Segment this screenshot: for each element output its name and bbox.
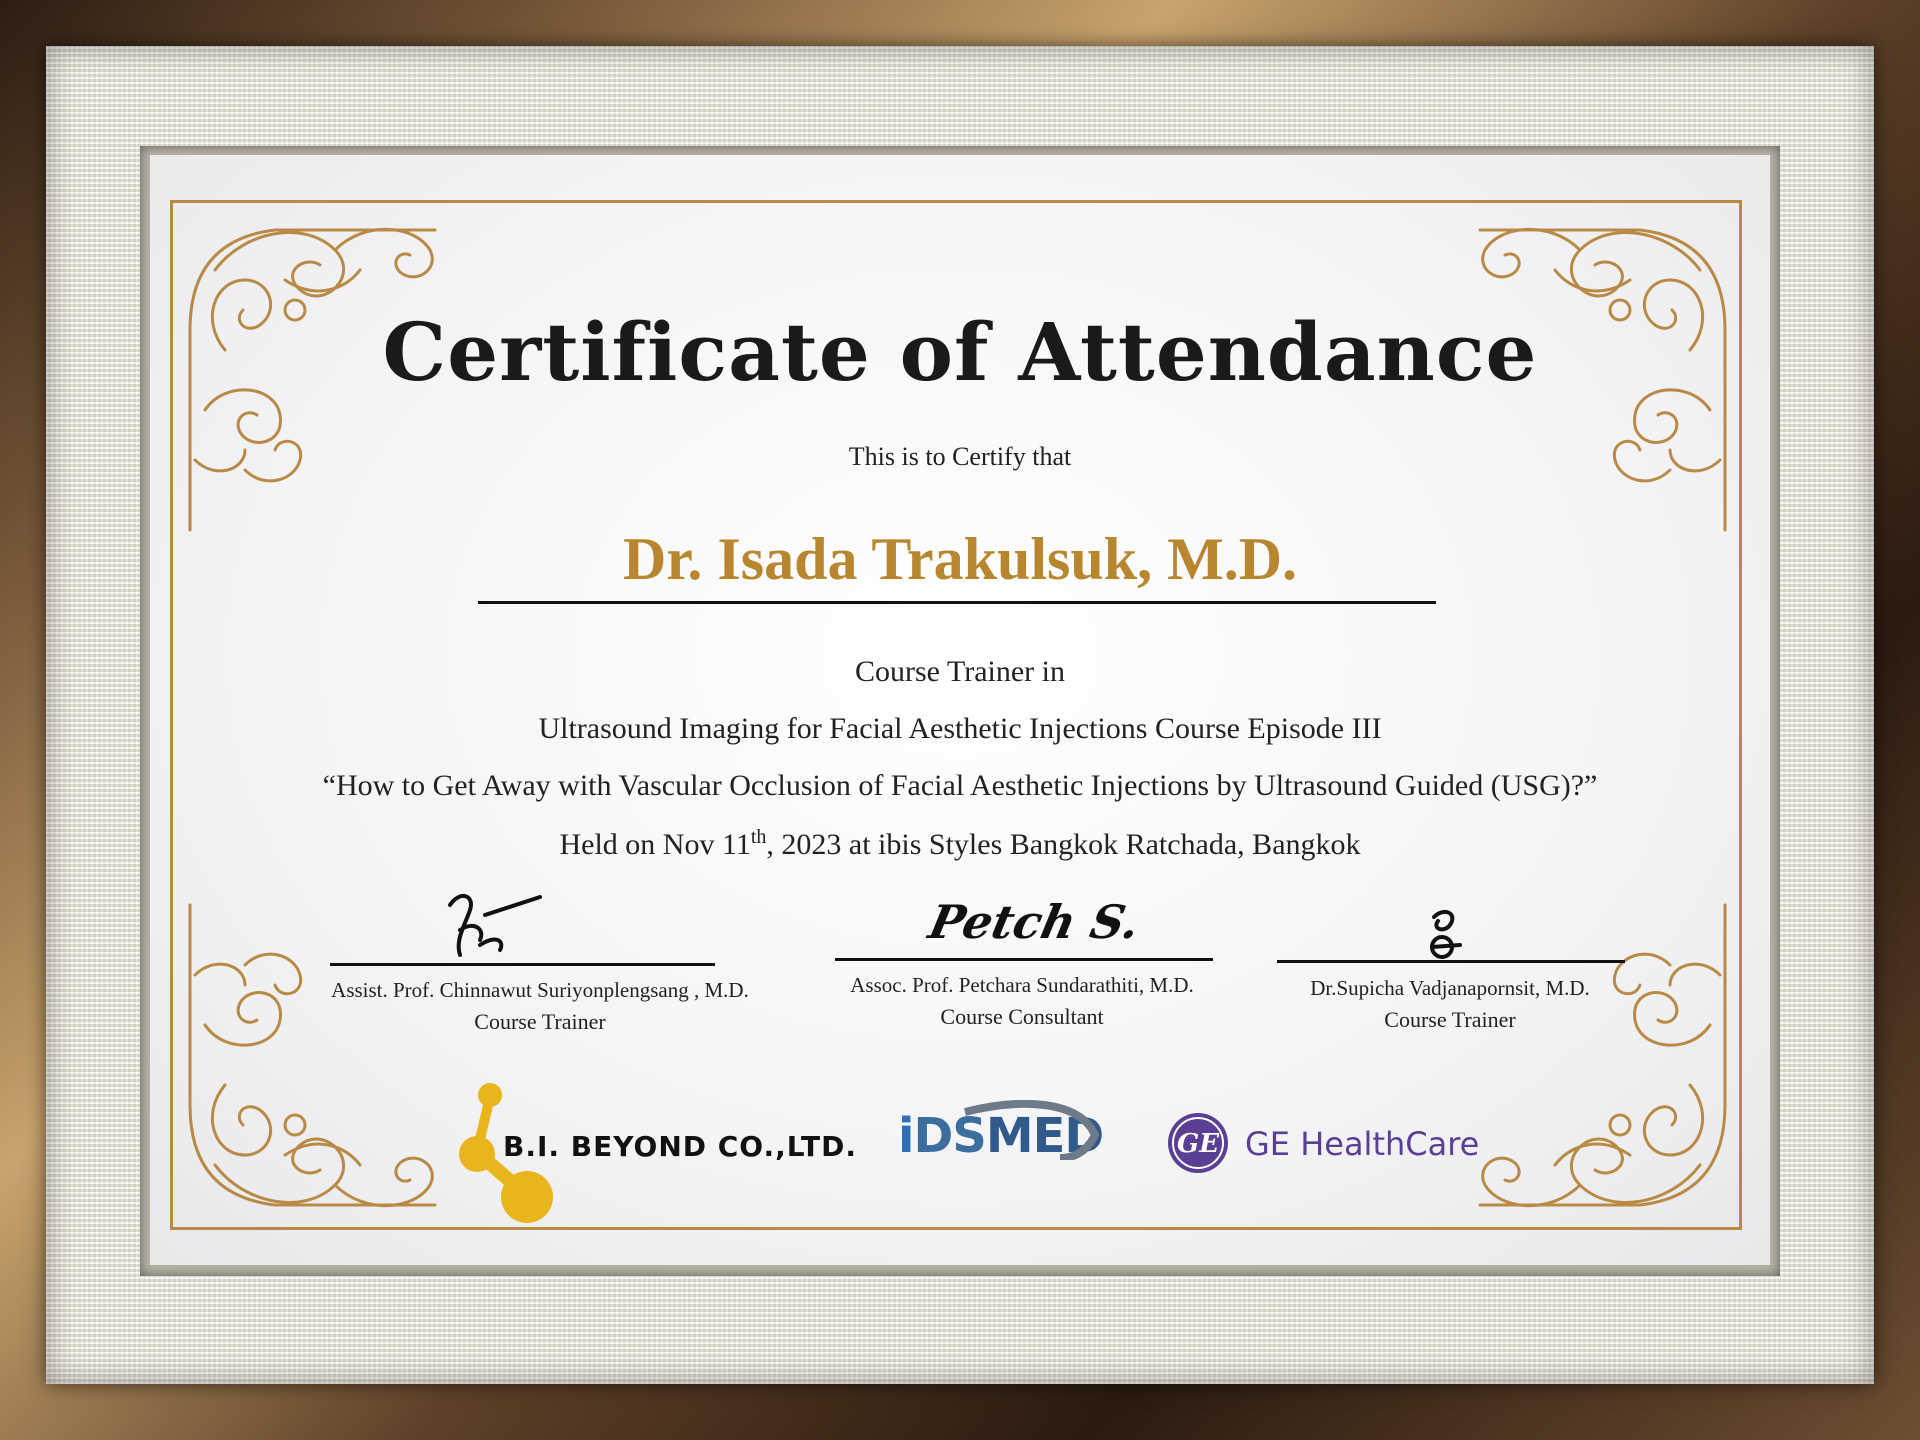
ge-healthcare-logo-text: GE HealthCare [1245, 1125, 1480, 1163]
signatory-2-role: Course Consultant [940, 1004, 1104, 1029]
recipient-name: Dr. Isada Trakulsuk, M.D. [622, 526, 1298, 592]
held-ordinal: th [750, 826, 767, 848]
idsmed-i: i [898, 1108, 914, 1164]
signatory-1-role: Course Trainer [474, 1009, 606, 1034]
recipient-underline [478, 601, 1436, 604]
corner-ornament-bottom-left [185, 895, 445, 1225]
signature-2: Petch S. [924, 895, 1145, 949]
signatory-3-name: Dr.Supicha Vadjanapornsit, M.D. [1310, 976, 1590, 1000]
signature-3 [1420, 905, 1470, 965]
signatory-2-name: Assoc. Prof. Petchara Sundarathiti, M.D. [850, 973, 1194, 997]
signatory-3-role: Course Trainer [1384, 1007, 1516, 1032]
signature-line-1 [330, 963, 715, 966]
course-subtitle: “How to Get Away with Vascular Occlusion of Facial Aesthetic Injections by Ultrasound Guided (USG)?” [322, 769, 1598, 802]
signature-line-2 [835, 958, 1213, 961]
held-suffix: , 2023 at ibis Styles Bangkok Ratchada, Bangkok [766, 828, 1361, 861]
idsmed-swoosh [960, 1100, 1100, 1160]
ge-monogram-text: GE [1176, 1129, 1220, 1159]
signature-1 [440, 885, 550, 965]
course-line: Ultrasound Imaging for Facial Aesthetic Injections Course Episode III [538, 712, 1382, 745]
idsmed-med: MED [985, 1108, 1104, 1164]
ge-monogram-icon [1165, 1110, 1231, 1176]
held-prefix: Held on Nov 11 [559, 828, 751, 861]
corner-ornament-bottom-right [1470, 895, 1730, 1225]
certificate-title: Certificate of Attendance [382, 305, 1538, 399]
held-line [150, 826, 1770, 862]
role-line: Course Trainer in [855, 655, 1065, 688]
signatory-1-name: Assist. Prof. Chinnawut Suriyonplengsang , M.D. [331, 978, 749, 1002]
bi-beyond-logo-text: B.I. BEYOND CO.,LTD. [503, 1130, 857, 1163]
signatory-1 [280, 978, 800, 1035]
certify-line: This is to Certify that [848, 442, 1072, 471]
idsmed-ds: DS [913, 1108, 986, 1164]
signatory-3 [1200, 976, 1700, 1033]
signature-line-3 [1277, 960, 1625, 963]
